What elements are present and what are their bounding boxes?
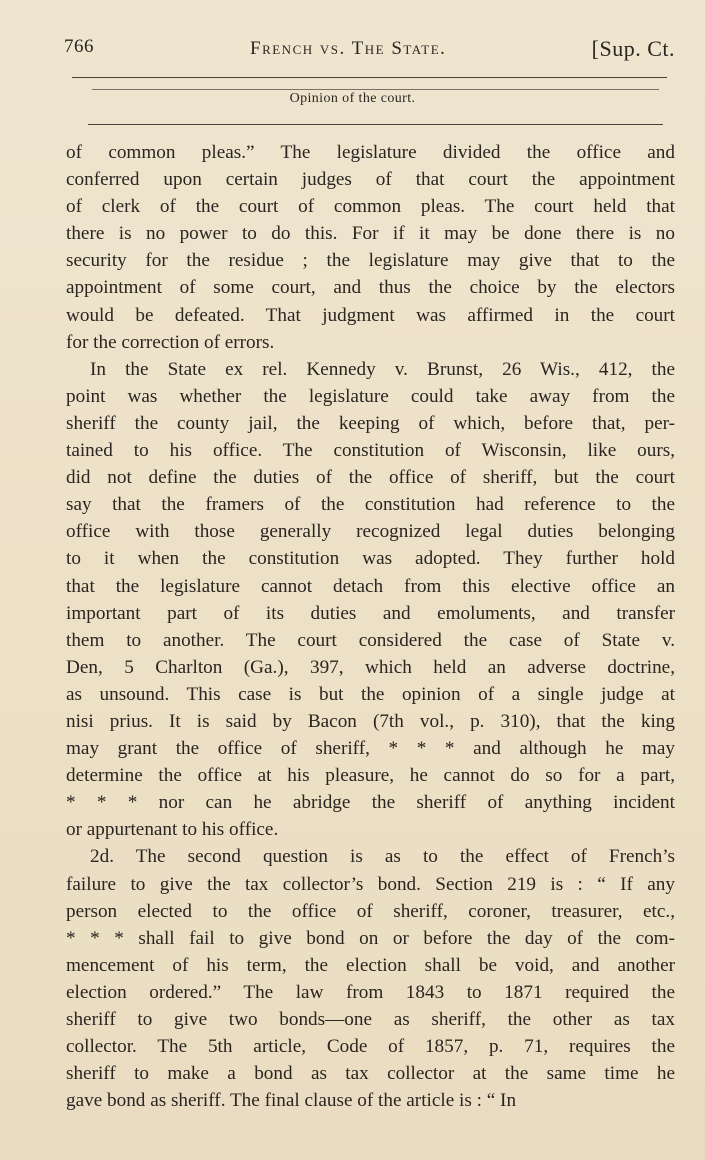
header-rule-thin xyxy=(92,89,659,90)
text-line: as unsound. This case is but the opinion of a single judge at xyxy=(66,683,675,705)
text-line: collector. The 5th article, Code of 1857, p. 71, requires the xyxy=(66,1036,675,1058)
header-rule xyxy=(72,77,667,78)
text-line: 2d. The second question is as to the effect of French’s xyxy=(90,846,675,868)
text-line: sheriff to give two bonds—one as sheriff, the other as tax xyxy=(66,1009,675,1030)
paragraph xyxy=(66,139,675,356)
court-label: [Sup. Ct. xyxy=(591,36,675,61)
text-line: office with those generally recognized legal duties belonging xyxy=(66,521,675,543)
text-line: did not define the duties of the office of sheriff, but the court xyxy=(66,467,675,489)
section-subheading: Opinion of the court. xyxy=(289,91,416,106)
text-line: mencement of his term, the election shall be void, and another xyxy=(66,954,675,976)
text-line: them to another. The court considered the case of State v. xyxy=(66,629,675,651)
text-line: may grant the office of sheriff, * * * and although he may xyxy=(66,738,675,760)
paragraph xyxy=(66,356,675,844)
text-line: to it when the constitution was adopted. They further hold xyxy=(66,548,675,570)
running-title: French vs. The State. xyxy=(250,38,447,59)
text-line: important part of its duties and emoluments, and transfer xyxy=(66,602,675,624)
text-line: failure to give the tax collector’s bond. Section 219 is : “ If any xyxy=(66,873,675,895)
text-line: or appurtenant to his office. xyxy=(66,819,279,841)
paragraph xyxy=(66,843,675,1114)
text-line: sheriff the county jail, the keeping of which, before that, per- xyxy=(66,412,675,434)
text-line: for the correction of errors. xyxy=(66,331,275,353)
text-line: determine the office at his pleasure, he cannot do so for a part, xyxy=(66,765,675,787)
text-line: point was whether the legislature could take away from the xyxy=(66,385,675,407)
text-line: nisi prius. It is said by Bacon (7th vol., p. 310), that the king xyxy=(66,710,675,732)
text-line: person elected to the office of sheriff, coroner, treasurer, etc., xyxy=(66,900,675,922)
text-line: there is no power to do this. For if it may be done there is no xyxy=(66,223,675,245)
text-line: * * * nor can he abridge the sheriff of anything incident xyxy=(66,792,675,814)
text-line: conferred upon certain judges of that court the appointment xyxy=(66,169,675,191)
text-line: would be defeated. That judgment was affirmed in the court xyxy=(66,304,675,326)
opinion-text xyxy=(66,139,675,1114)
subheading-rule xyxy=(88,124,663,125)
text-line: election ordered.” The law from 1843 to 1871 required the xyxy=(66,981,675,1003)
text-line: gave bond as sheriff. The final clause of the article is : “ In xyxy=(66,1090,517,1112)
text-line: of clerk of the court of common pleas. The court held that xyxy=(66,196,675,218)
text-line: tained to his office. The constitution of Wisconsin, like ours, xyxy=(66,440,675,462)
text-line: sheriff to make a bond as tax collector at the same time he xyxy=(66,1063,675,1085)
text-line: * * * shall fail to give bond on or before the day of the com- xyxy=(66,927,675,949)
text-line: appointment of some court, and thus the choice by the electors xyxy=(66,277,675,299)
text-line: Den, 5 Charlton (Ga.), 397, which held an adverse doctrine, xyxy=(66,656,675,678)
running-header xyxy=(60,36,677,64)
page-number: 766 xyxy=(64,36,94,57)
text-line: In the State ex rel. Kennedy v. Brunst, 26 Wis., 412, the xyxy=(90,358,675,380)
text-line: that the legislature cannot detach from this elective office an xyxy=(66,575,675,597)
text-line: say that the framers of the constitution had reference to the xyxy=(66,494,675,516)
text-line: of common pleas.” The legislature divided the office and xyxy=(66,142,675,163)
text-line: security for the residue ; the legislature may give that to the xyxy=(66,250,675,272)
